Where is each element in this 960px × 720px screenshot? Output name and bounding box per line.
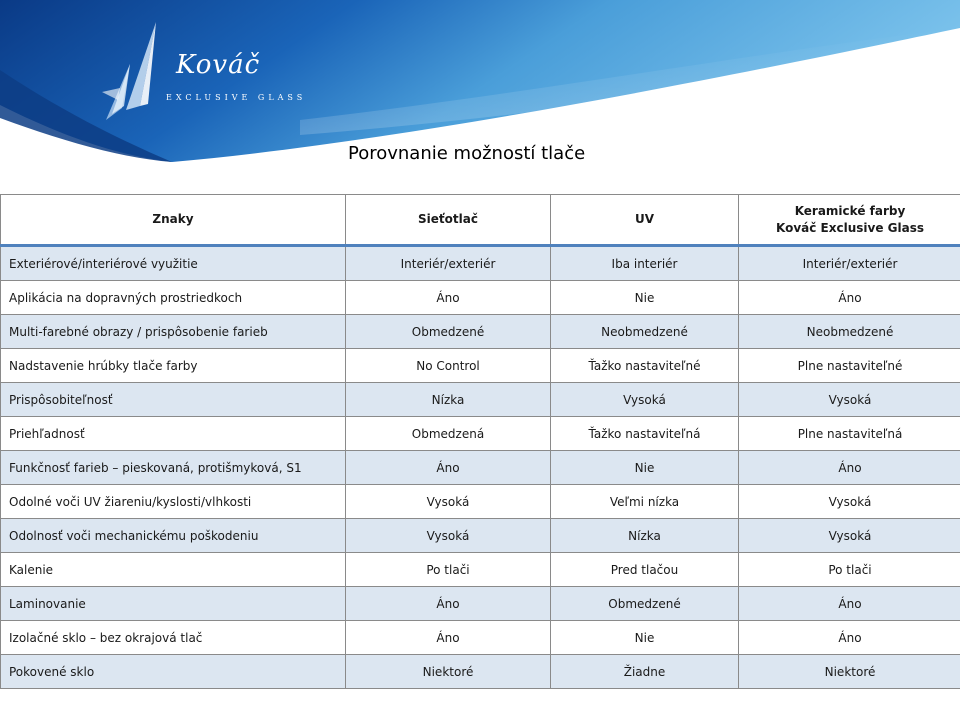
header-uv: UV <box>551 195 739 246</box>
comparison-table <box>0 194 960 689</box>
header-ceramic: Keramické farby Kováč Exclusive Glass <box>739 195 960 246</box>
table-row <box>1 315 960 349</box>
cell-uv: Veľmi nízka <box>551 485 739 519</box>
table-header-row <box>1 195 960 246</box>
cell-screen-print: Áno <box>346 451 551 485</box>
cell-screen-print: Obmedzené <box>346 315 551 349</box>
cell-ceramic: Niektoré <box>739 655 960 689</box>
cell-screen-print: Obmedzená <box>346 417 551 451</box>
cell-ceramic: Áno <box>739 621 960 655</box>
cell-feature: Aplikácia na dopravných prostriedkoch <box>1 281 346 315</box>
header-screen-print: Sieťotlač <box>346 195 551 246</box>
cell-uv: Ťažko nastaviteľná <box>551 417 739 451</box>
cell-uv: Nízka <box>551 519 739 553</box>
cell-feature: Odolné voči UV žiareniu/kyslosti/vlhkosti <box>1 485 346 519</box>
cell-feature: Priehľadnosť <box>1 417 346 451</box>
cell-screen-print: Nízka <box>346 383 551 417</box>
table-row <box>1 485 960 519</box>
cell-screen-print: Niektoré <box>346 655 551 689</box>
cell-screen-print: Po tlači <box>346 553 551 587</box>
cell-feature: Multi-farebné obrazy / prispôsobenie farieb <box>1 315 346 349</box>
cell-uv: Nie <box>551 621 739 655</box>
table-row <box>1 553 960 587</box>
table-row <box>1 587 960 621</box>
cell-ceramic: Po tlači <box>739 553 960 587</box>
cell-feature: Nadstavenie hrúbky tlače farby <box>1 349 346 383</box>
cell-uv: Nie <box>551 281 739 315</box>
table-row <box>1 246 960 281</box>
cell-ceramic: Plne nastaviteľné <box>739 349 960 383</box>
cell-uv: Obmedzené <box>551 587 739 621</box>
cell-feature: Prispôsobiteľnosť <box>1 383 346 417</box>
cell-uv: Nie <box>551 451 739 485</box>
cell-uv: Neobmedzené <box>551 315 739 349</box>
table-row <box>1 281 960 315</box>
cell-uv: Ťažko nastaviteľné <box>551 349 739 383</box>
cell-feature: Funkčnosť farieb – pieskovaná, protišmyková, S1 <box>1 451 346 485</box>
cell-screen-print: Interiér/exteriér <box>346 246 551 281</box>
cell-ceramic: Vysoká <box>739 383 960 417</box>
logo-tagline: EXCLUSIVE GLASS <box>166 93 307 102</box>
table-row <box>1 519 960 553</box>
cell-ceramic: Áno <box>739 281 960 315</box>
cell-feature: Izolačné sklo – bez okrajová tlač <box>1 621 346 655</box>
cell-feature: Kalenie <box>1 553 346 587</box>
cell-ceramic: Interiér/exteriér <box>739 246 960 281</box>
table-row <box>1 451 960 485</box>
cell-ceramic: Neobmedzené <box>739 315 960 349</box>
cell-screen-print: No Control <box>346 349 551 383</box>
sail-logo-icon <box>96 18 166 124</box>
cell-ceramic: Áno <box>739 587 960 621</box>
cell-screen-print: Vysoká <box>346 519 551 553</box>
cell-uv: Pred tlačou <box>551 553 739 587</box>
table-row <box>1 349 960 383</box>
cell-screen-print: Vysoká <box>346 485 551 519</box>
table-row <box>1 417 960 451</box>
table-row <box>1 655 960 689</box>
header-features: Znaky <box>1 195 346 246</box>
cell-uv: Žiadne <box>551 655 739 689</box>
table-row <box>1 383 960 417</box>
page-title: Porovnanie možností tlače <box>348 143 586 164</box>
cell-ceramic: Vysoká <box>739 485 960 519</box>
cell-screen-print: Áno <box>346 587 551 621</box>
brand-logo <box>96 18 307 128</box>
cell-uv: Vysoká <box>551 383 739 417</box>
table-body <box>1 246 960 689</box>
cell-feature: Pokovené sklo <box>1 655 346 689</box>
cell-ceramic: Vysoká <box>739 519 960 553</box>
cell-ceramic: Áno <box>739 451 960 485</box>
cell-feature: Laminovanie <box>1 587 346 621</box>
cell-feature: Odolnosť voči mechanickému poškodeniu <box>1 519 346 553</box>
cell-uv: Iba interiér <box>551 246 739 281</box>
cell-screen-print: Áno <box>346 281 551 315</box>
logo-script: Kováč <box>176 50 261 80</box>
cell-screen-print: Áno <box>346 621 551 655</box>
cell-feature: Exteriérové/interiérové využitie <box>1 246 346 281</box>
cell-ceramic: Plne nastaviteľná <box>739 417 960 451</box>
table-row <box>1 621 960 655</box>
